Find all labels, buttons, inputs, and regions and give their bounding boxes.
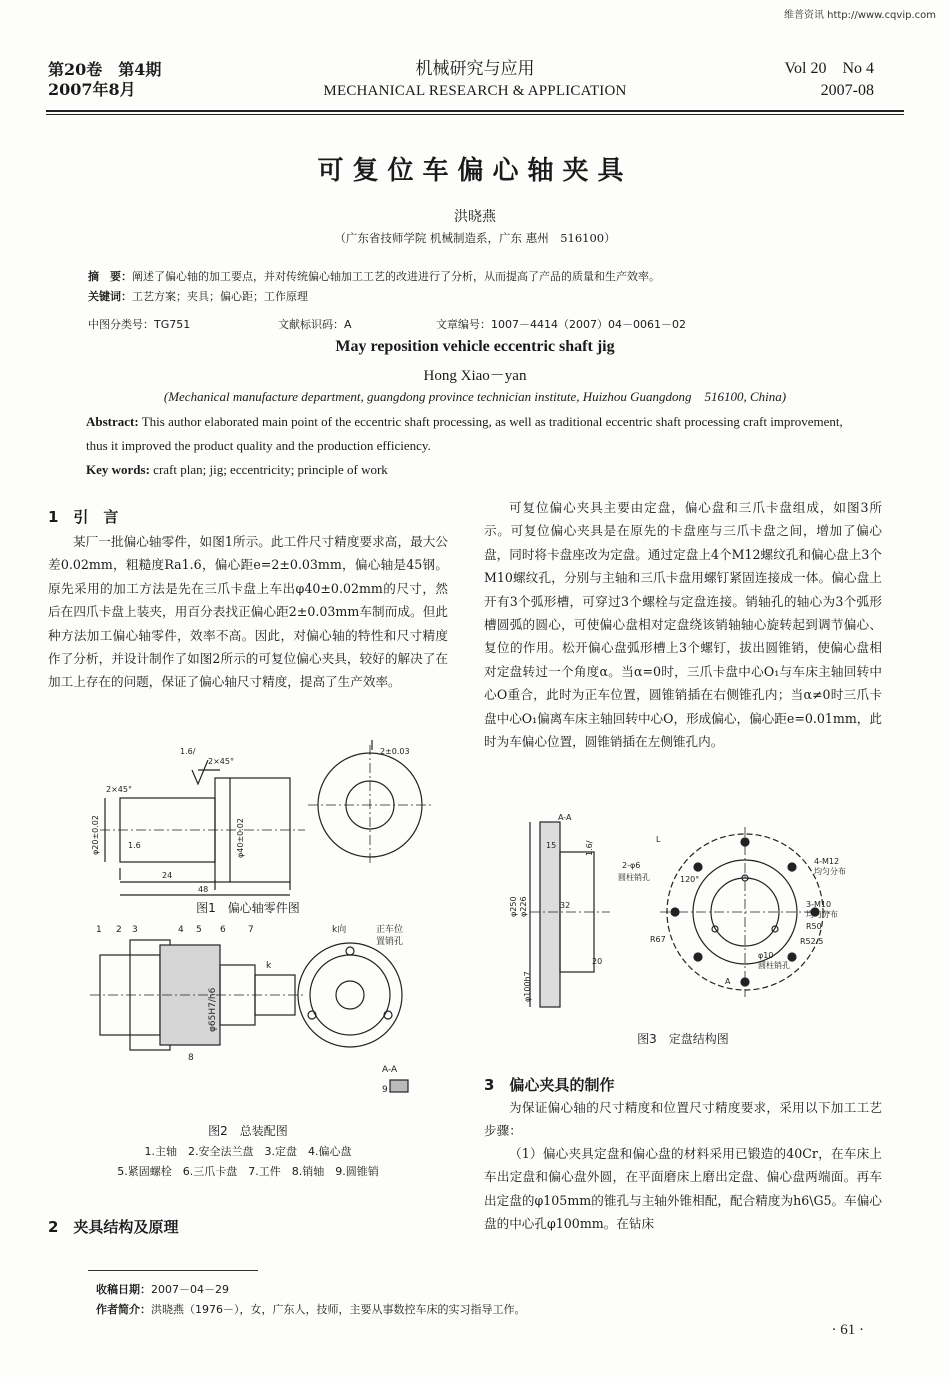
fig2-pin-label: 置销孔 xyxy=(376,937,404,947)
volume-cn: 第20卷 第4期 xyxy=(48,60,162,79)
fig3-label: 20 xyxy=(592,957,603,966)
fig2-part-number: 7 xyxy=(248,925,254,935)
fig2-part-number: 1 xyxy=(96,925,102,935)
author-en: Hong Xiao－yan xyxy=(423,368,527,384)
abstract-block-en xyxy=(86,410,866,482)
journal-issue-en xyxy=(785,58,875,102)
date-cn: 2007年8月 xyxy=(48,80,136,99)
figure3-caption: 图3 定盘结构图 xyxy=(637,1032,729,1046)
fig1-label: 2×45° xyxy=(208,757,234,766)
fig2-part-number: 6 xyxy=(220,925,226,935)
fig1-label: 2±0.03 xyxy=(380,747,410,756)
fig3-label: 15 xyxy=(546,841,557,850)
fig2-fit-label: φ65H7/h6 xyxy=(208,987,218,1032)
fig3-label: R67 xyxy=(650,935,666,944)
abstract-text-en: This author elaborated main point of the eccentric shaft processing, as well as traditional eccentric shaft processing craft improvement, thus it improved the product quality and the production efficiency. xyxy=(86,414,843,453)
section2-heading: 2 夹具结构及原理 xyxy=(48,1218,179,1236)
received-value: 2007－04－29 xyxy=(151,1283,229,1296)
footnotes xyxy=(96,1280,526,1320)
fig3-label: R52.5 xyxy=(800,937,824,946)
section2-paragraph: 可复位偏心夹具主要由定盘，偏心盘和三爪卡盘组成，如图3所示。可复位偏心夹具是在原先的卡盘座与三爪卡盘之间，增加了偏心盘，同时将卡盘座改为定盘。通过定盘上4个M12螺纹孔和偏心盘上3个M10螺纹孔，分别与主轴和三爪卡盘用螺钉紧固连接成一体。偏心盘上开有3个弧形槽，可穿过3个螺栓与定盘连接。销轴孔的轴心为3个弧形槽圆弧的圆心，可使偏心盘相对定盘绕该销轴轴心旋转起到调节偏心、复位的作用。松开偏心盘弧形槽上3个螺钉，拔出圆锥销，使偏心盘相对定盘转过一个角度α。当α=0时，三爪卡盘中心O₁与车床主轴回转中心O重合，此时为正车位置，圆锥销插在右侧锥孔内；当α≠0时三爪卡盘中心O₁偏离车床主轴回转中心O，形成偏心，偏心距e=0.01mm，此时为车偏心位置，圆锥销插在左侧锥孔内。 xyxy=(484,500,882,750)
header-rule xyxy=(46,110,904,112)
abstract-label-en: Abstract: xyxy=(86,414,139,429)
footnote-rule xyxy=(88,1270,258,1271)
fig3-label: A xyxy=(725,977,731,986)
affiliation-en: (Mechanical manufacture department, guangdong province technician institute, Huizhou Guangdong 516100, China) xyxy=(163,389,787,404)
figure2-legend-line1: 1.主轴 2.安全法兰盘 3.定盘 4.偏心盘 xyxy=(144,1145,352,1158)
fig3-label: φ226 xyxy=(519,896,528,917)
fig3-label: φ10 xyxy=(758,951,774,960)
keywords-label-en: Key words: xyxy=(86,462,150,477)
fig1-label: 24 xyxy=(162,871,173,880)
section1-paragraph: 某厂一批偏心轴零件，如图1所示。此工件尺寸精度要求高，最大公差0.02mm，粗糙度Ra1.6，偏心距e=2±0.03mm，偏心轴是45钢。原先采用的加工方法是先在三爪卡盘上车出φ40±0.02mm的尺寸，然后在四爪卡盘上装夹，用百分表找正偏心距2±0.03mm车制而成。但此种方法加工偏心轴零件，效率不高。因此，对偏心轴的特性和尺寸精度作了分析，并设计制作了如图2所示的可复位偏心夹具，较好的解决了在加工上存在的问题，保证了偏心轴尺寸精度，提高了生产效率。 xyxy=(48,534,448,690)
fig2-end-view-outer xyxy=(298,943,402,1047)
fig2-part-number: 9 xyxy=(382,1085,388,1095)
fig2-part-number: 8 xyxy=(188,1053,194,1063)
fig3-label: φ250 xyxy=(509,896,518,917)
section3-heading: 3 偏心夹具的制作 xyxy=(484,1076,615,1094)
journal-name-en: MECHANICAL RESEARCH & APPLICATION xyxy=(323,83,627,99)
figure2-assembly-drawing xyxy=(70,920,440,1110)
figure2-legend-line2: 5.紧固螺栓 6.三爪卡盘 7.工件 8.销轴 9.圆锥销 xyxy=(117,1165,379,1178)
keywords-cn xyxy=(88,287,868,307)
fig3-label: 4-M12 xyxy=(814,857,840,866)
clc-number: 中图分类号：TG751 xyxy=(88,318,191,331)
fig3-label: 均匀分布 xyxy=(806,910,838,919)
figure1-caption: 图1 偏心轴零件图 xyxy=(196,901,300,915)
author-bio xyxy=(96,1300,526,1320)
paper-title-cn: 可复位车偏心轴夹具 xyxy=(317,156,633,186)
affiliation-cn: （广东省技师学院 机械制造系，广东 惠州 516100） xyxy=(334,231,616,245)
fig1-label: 1.6 xyxy=(128,841,141,850)
figure2-caption: 图2 总装配图 xyxy=(208,1124,288,1138)
section3-paragraph1: 为保证偏心轴的尺寸精度和位置尺寸精度要求，采用以下加工工艺步骤： xyxy=(484,1100,882,1139)
author-cn: 洪晓燕 xyxy=(454,209,496,225)
fig3-label: 圆柱销孔 xyxy=(758,961,790,970)
abstract-en xyxy=(86,410,866,458)
abstract-label-cn: 摘 要： xyxy=(88,270,132,283)
date-en: 2007-08 xyxy=(820,82,874,99)
keywords-label-cn: 关键词： xyxy=(88,290,132,303)
section3-paragraph2: （1）偏心夹具定盘和偏心盘的材料采用已锻造的40Cr，在车床上车出定盘和偏心盘外圆，在平面磨床上磨出定盘、偏心盘两端面。再车出定盘的φ105mm的锥孔与主轴外锥相配，配合精度为h6\G5。车偏心盘的中心孔φ100mm。在钻床 xyxy=(484,1146,882,1232)
fig2-end-view-center xyxy=(336,981,364,1009)
volume-en: Vol 20 No 4 xyxy=(784,60,874,77)
received-date xyxy=(96,1280,526,1300)
fig1-label: φ40±0.02 xyxy=(236,818,245,858)
bio-label: 作者简介： xyxy=(96,1303,151,1316)
journal-name-cn: 机械研究与应用 xyxy=(415,59,535,79)
fig3-label: 3-M10 xyxy=(806,900,832,909)
fig2-part-number: 4 xyxy=(178,925,184,935)
fig1-label: 48 xyxy=(198,885,209,894)
abstract-cn xyxy=(88,267,868,287)
abstract-block-cn xyxy=(88,267,868,307)
fig3-label: 2-φ6 xyxy=(622,861,641,870)
fig2-end-view-mid xyxy=(310,955,390,1035)
keywords-text-cn: 工艺方案；夹具；偏心距；工作原理 xyxy=(132,290,308,303)
fig2-part-number: 5 xyxy=(196,925,202,935)
received-label: 收稿日期： xyxy=(96,1283,151,1296)
fig1-label: 2×45° xyxy=(106,785,132,794)
figure1-part-drawing xyxy=(80,740,440,900)
article-number: 文章编号：1007－4414（2007）04－0061－02 xyxy=(436,318,686,331)
fig3-section-title: A-A xyxy=(558,813,572,822)
fig3-label: R50 xyxy=(806,922,822,931)
keywords-en xyxy=(86,458,866,482)
fig2-view-label: k向 xyxy=(332,925,347,935)
fig2-section-label: A-A xyxy=(382,1065,398,1075)
fig3-label: 32 xyxy=(560,901,571,910)
fig2-view-arrow: k xyxy=(266,961,272,971)
fig3-label: 圆柱销孔 xyxy=(618,873,650,882)
fig3-label: 1.6/ xyxy=(585,840,594,856)
fig3-label: 均匀分布 xyxy=(814,867,846,876)
fig2-part-number: 2 xyxy=(116,925,122,935)
fig1-label: φ20±0.02 xyxy=(91,815,100,855)
fig3-label: φ100h7 xyxy=(523,971,532,1002)
bio-text: 洪晓燕（1976－），女，广东人，技师，主要从事数控车床的实习指导工作。 xyxy=(151,1303,526,1316)
figure2-legend xyxy=(48,1142,448,1182)
fig2-pin-label: 正车位 xyxy=(376,925,404,935)
header-rule-thin xyxy=(46,114,904,115)
fig1-label: 1.6/ xyxy=(180,747,196,756)
watermark: 维普资讯 http://www.cqvip.com xyxy=(783,10,936,21)
fig3-label: 120° xyxy=(680,875,700,884)
paper-title-en: May reposition vehicle eccentric shaft jig xyxy=(335,338,615,355)
abstract-text-cn: 阐述了偏心轴的加工要点，并对传统偏心轴加工工艺的改进进行了分析，从而提高了产品的质量和生产效率。 xyxy=(132,270,660,283)
fig3-label: L xyxy=(656,835,661,844)
page-number: · 61 · xyxy=(831,1322,864,1338)
figure3-fixed-disc-drawing xyxy=(500,812,880,1022)
fig2-part-number: 3 xyxy=(132,925,138,935)
keywords-text-en: craft plan; jig; eccentricity; principle of work xyxy=(153,462,388,477)
document-code: 文献标识码：A xyxy=(278,318,352,331)
section1-heading: 1 引 言 xyxy=(48,508,119,526)
